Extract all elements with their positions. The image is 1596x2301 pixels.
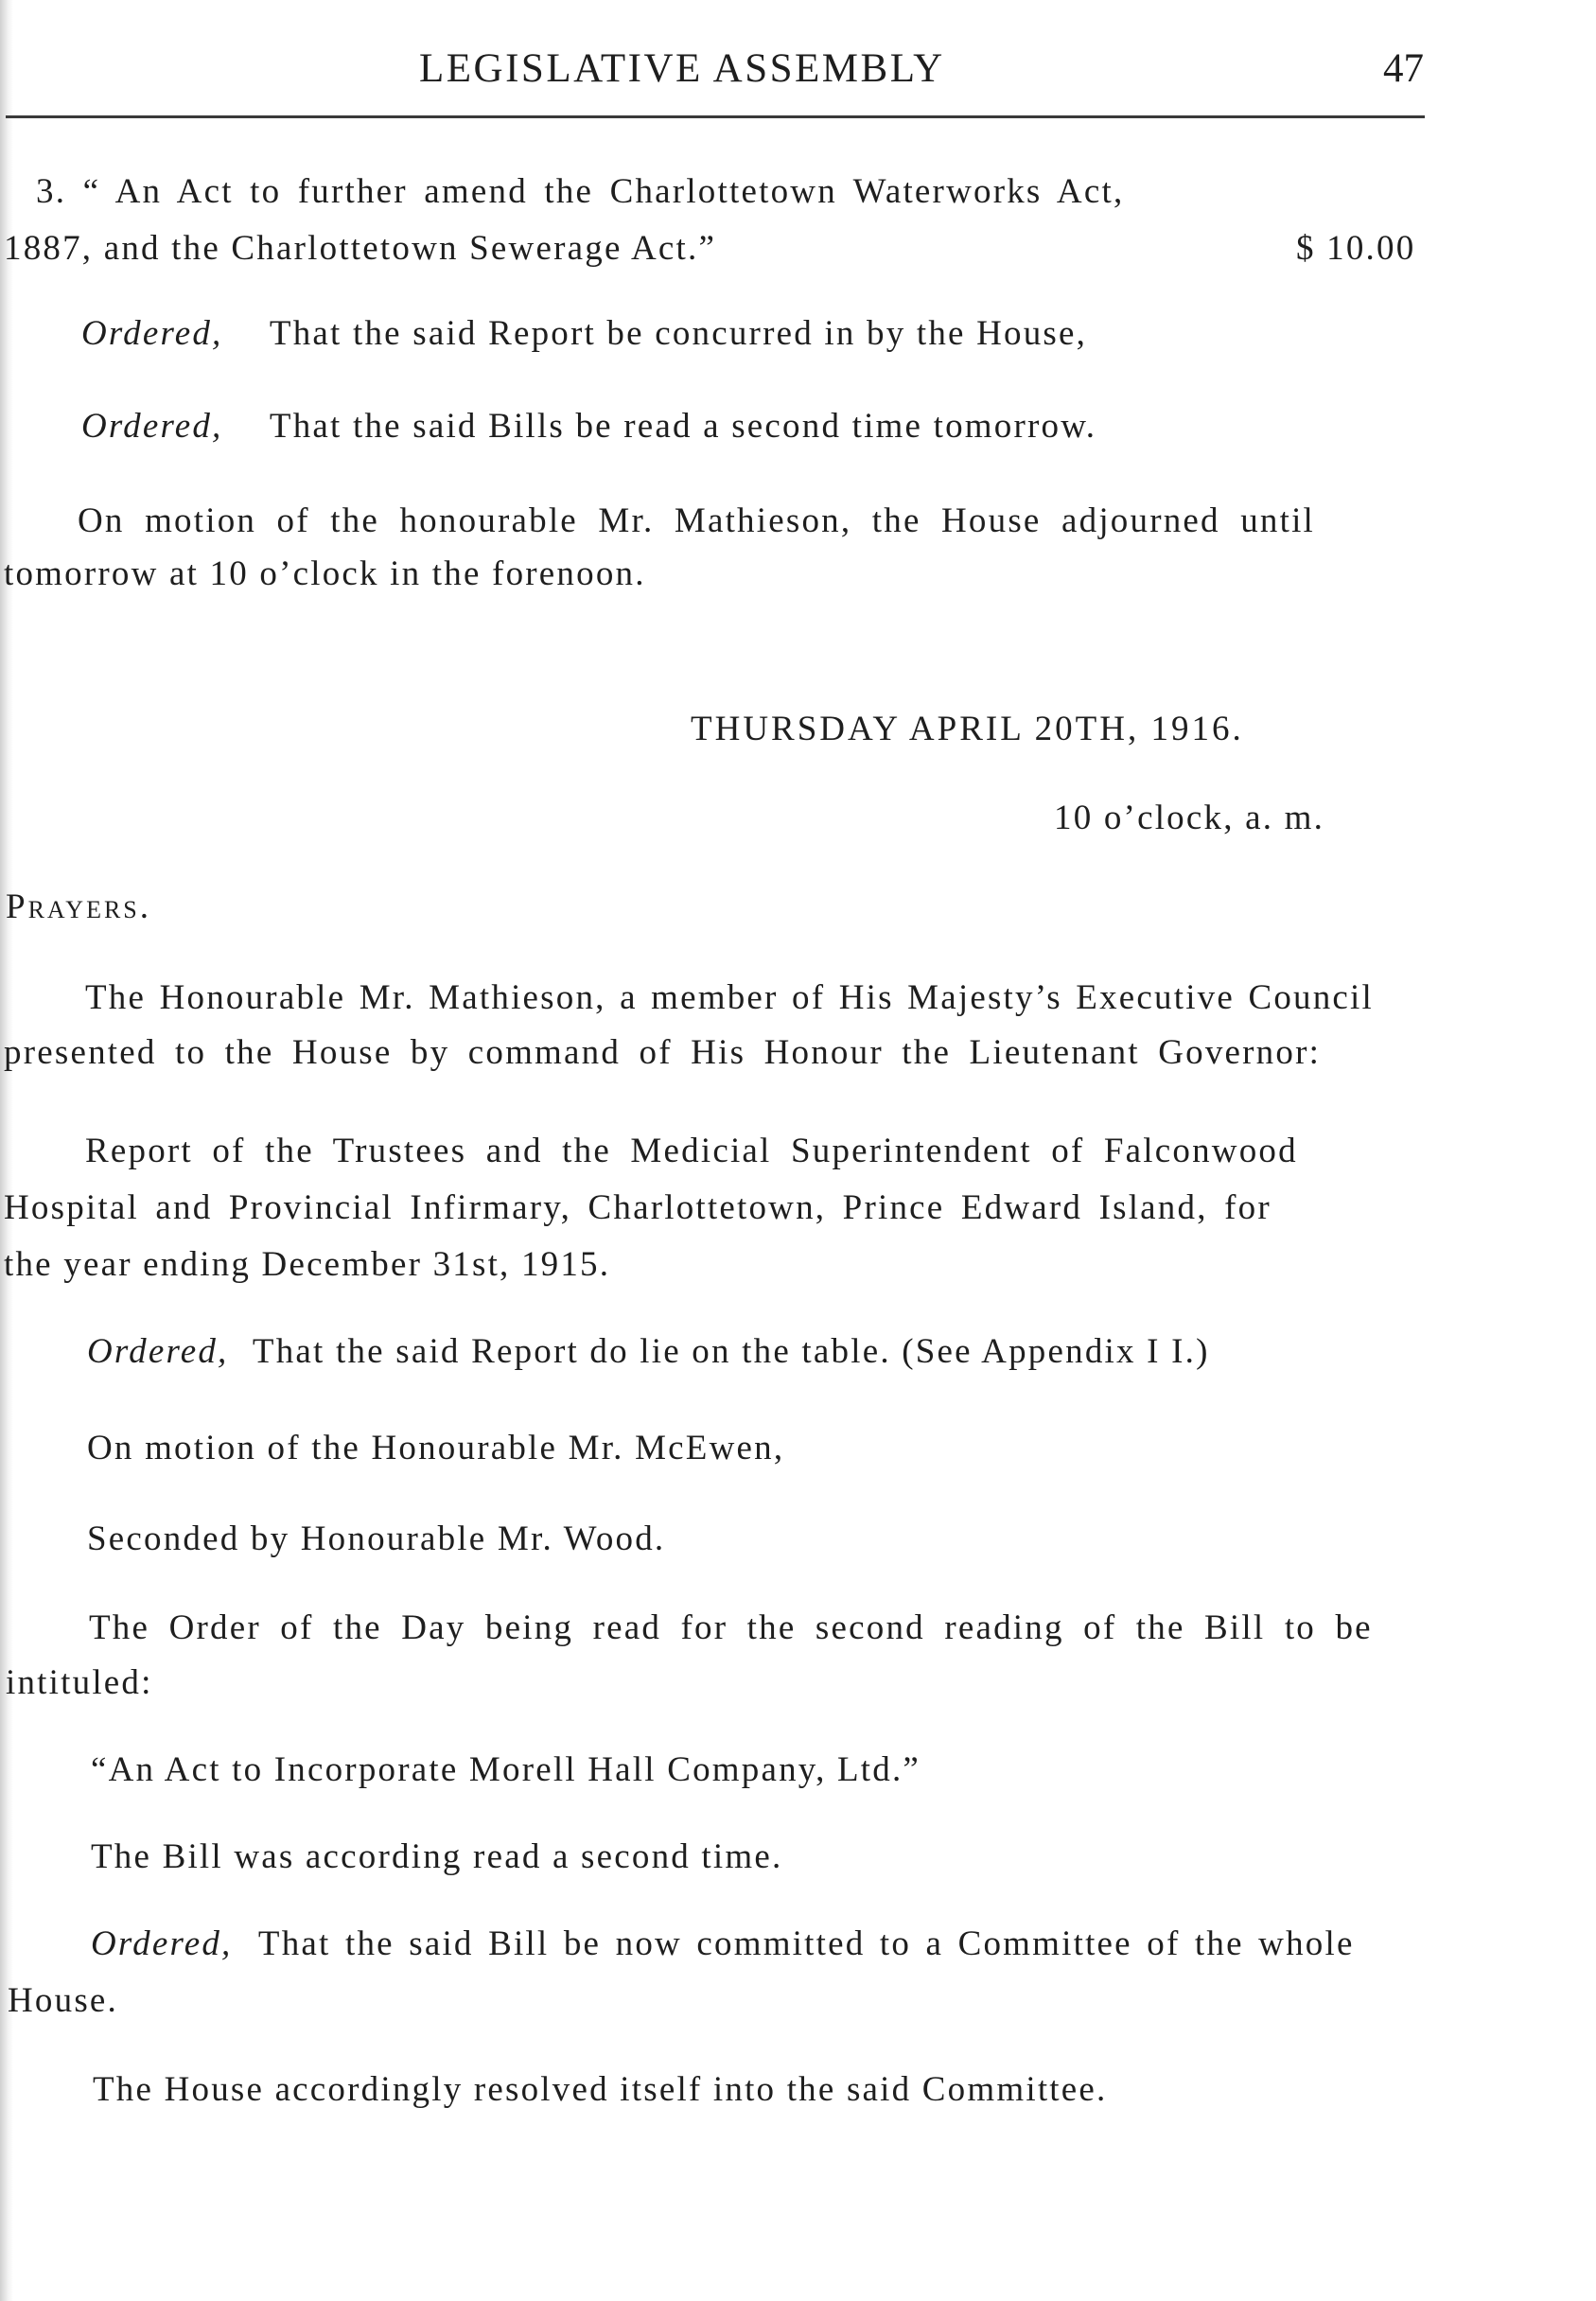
- motion-line: On motion of the Honourable Mr. McEwen,: [87, 1429, 785, 1467]
- seconded-line: Seconded by Honourable Mr. Wood.: [87, 1519, 666, 1558]
- presented-line2: presented to the House by command of His Honour the Lieutenant Governor:: [4, 1033, 1322, 1072]
- running-title: LEGISLATIVE ASSEMBLY: [419, 46, 945, 91]
- order2-paragraph: [81, 409, 1096, 444]
- adjourn-line2: tomorrow at 10 o’clock in the forenoon.: [4, 554, 646, 593]
- bill-read-line: The Bill was according read a second time.: [91, 1837, 783, 1876]
- page-header: [0, 45, 1596, 102]
- report-line1: Report of the Trustees and the Medicial Superintendent of Falconwood: [85, 1132, 1298, 1170]
- order4-lead: Ordered,: [91, 1924, 233, 1963]
- order-day-line1: The Order of the Day being read for the second reading of the Bill to be: [89, 1608, 1373, 1647]
- order4-line2: House.: [8, 1981, 118, 2020]
- order1-paragraph: [81, 316, 1087, 351]
- order4-text: That the said Bill be now committed to a Committee of the whole: [257, 1924, 1355, 1963]
- order4-paragraph: [91, 1926, 1355, 1961]
- item3-amount: $ 10.00: [1296, 229, 1416, 268]
- date-heading: THURSDAY APRIL 20TH, 1916.: [691, 710, 1244, 748]
- page-number: 47: [1383, 46, 1424, 91]
- item3-line2: 1887, and the Charlottetown Sewerage Act.”: [4, 229, 717, 268]
- order1-text: That the said Report be concurred in by the House,: [269, 314, 1088, 353]
- prayers-heading: Prayers.: [6, 887, 152, 926]
- order3-text: That the said Report do lie on the table. (See Appendix I I.): [252, 1332, 1210, 1371]
- item3-line1: 3. “ An Act to further amend the Charlottetown Waterworks Act,: [36, 172, 1125, 211]
- report-line3: the year ending December 31st, 1915.: [4, 1245, 611, 1284]
- time-heading: 10 o’clock, a. m.: [1054, 799, 1325, 837]
- presented-line1: The Honourable Mr. Mathieson, a member of His Majesty’s Executive Council: [85, 978, 1375, 1017]
- order1-lead: Ordered,: [81, 314, 223, 353]
- order3-lead: Ordered,: [87, 1332, 229, 1371]
- resolved-line: The House accordingly resolved itself into the said Committee.: [93, 2070, 1108, 2109]
- order2-text: That the said Bills be read a second time tomorrow.: [269, 407, 1097, 446]
- order2-lead: Ordered,: [81, 407, 223, 446]
- adjourn-line1: On motion of the honourable Mr. Mathieson, the House adjourned until: [78, 501, 1316, 540]
- order-day-line2: intituled:: [6, 1663, 153, 1702]
- header-rule: [6, 115, 1425, 118]
- bill-title: “An Act to Incorporate Morell Hall Company, Ltd.”: [91, 1750, 921, 1789]
- order3-paragraph: [87, 1334, 1210, 1369]
- page-edge: [0, 0, 13, 2301]
- report-line2: Hospital and Provincial Infirmary, Charlottetown, Prince Edward Island, for: [4, 1188, 1272, 1227]
